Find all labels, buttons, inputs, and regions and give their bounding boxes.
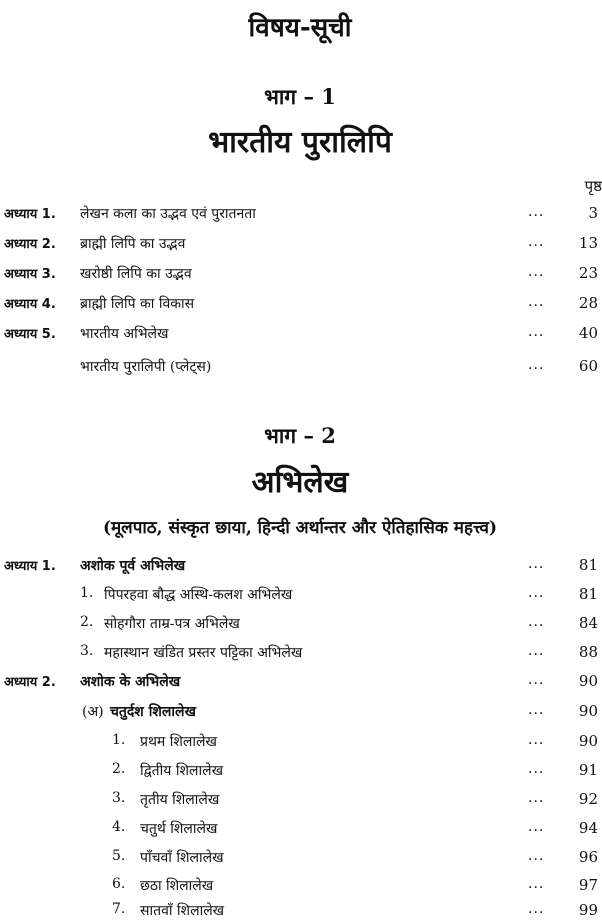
page-number: 40 [578,324,598,342]
part2-subtitle: (मूलपाठ, संस्कृत छाया, हिन्दी अर्थान्तर और ऐतिहासिक महत्त्व) [102,518,498,538]
entry-title: सातवाँ शिलालेख [140,903,225,919]
entry-title: भारतीय पुरालिपी (प्लेट्स) [80,359,212,375]
leader-dots: ... [528,643,545,659]
part2-label: भाग – 2 [264,423,336,448]
item-number: 5. [112,848,126,864]
chapter-label: अध्याय 3. [4,267,56,282]
entry-title: ब्राह्मी लिपि का उद्भव [80,236,186,252]
page-number: 92 [578,790,598,808]
toc-row [0,556,600,578]
part2-name: अभिलेख [251,465,349,500]
chapter-label: अध्याय 4. [4,297,56,312]
part1-label: भाग – 1 [264,84,336,109]
toc-row [0,357,600,379]
toc-row [0,324,600,346]
toc-row [0,790,600,812]
toc-row [0,234,600,256]
page-number: 91 [578,761,598,779]
leader-dots: ... [528,672,545,688]
entry-title: प्रथम शिलालेख [140,734,217,750]
leader-dots: ... [528,357,545,373]
chapter-label: अध्याय 2. [4,675,56,690]
leader-dots: ... [528,264,545,280]
entry-title: पिपरहवा बौद्ध अस्थि-कलश अभिलेख [104,587,293,603]
leader-dots: ... [528,324,545,340]
toc-title: विषय-सूची [248,13,352,43]
page-number: 97 [578,876,598,894]
chapter-label: अध्याय 5. [4,327,56,342]
item-number: 3. [112,790,126,806]
page-number: 13 [578,234,598,252]
chapter-label: अध्याय 1. [4,207,56,222]
page-number: 90 [578,702,598,720]
item-number: 1. [80,585,94,601]
page-number: 90 [578,672,598,690]
item-number: 6. [112,876,126,892]
page-number: 23 [578,264,598,282]
entry-title: सोहगौरा ताम्र-पत्र अभिलेख [104,616,240,632]
entry-title: खरोष्ठी लिपि का उद्भव [80,266,192,282]
entry-title: पाँचवाँ शिलालेख [140,850,224,866]
item-number: 7. [112,901,126,917]
page-number: 96 [578,848,598,866]
chapter-label: अध्याय 1. [4,559,56,574]
leader-dots: ... [528,790,545,806]
toc-row [0,702,600,724]
page-number: 3 [588,204,598,222]
leader-dots: ... [528,585,545,601]
toc-row [0,643,600,665]
entry-title: तृतीय शिलालेख [140,792,220,808]
page-number: 28 [578,294,598,312]
item-number: 1. [112,732,126,748]
page-number: 99 [578,901,598,919]
leader-dots: ... [528,732,545,748]
leader-dots: ... [528,204,545,220]
toc-row [0,761,600,783]
entry-title: लेखन कला का उद्भव एवं पुरातनता [80,206,256,222]
toc-row [0,585,600,607]
entry-title: चतुर्थ शिलालेख [140,821,218,837]
page-number: 88 [578,643,598,661]
toc-row [0,819,600,841]
page-number: 90 [578,732,598,750]
toc-row [0,732,600,754]
leader-dots: ... [528,848,545,864]
entry-title: चतुर्दश शिलालेख [110,704,196,720]
item-number: (अ) [82,704,104,720]
page-number: 94 [578,819,598,837]
item-number: 2. [112,761,126,777]
toc-row [0,848,600,870]
toc-row [0,672,600,694]
toc-row [0,264,600,286]
toc-row [0,876,600,898]
leader-dots: ... [528,556,545,572]
chapter-label: अध्याय 2. [4,237,56,252]
toc-row [0,204,600,226]
page-number: 81 [578,556,598,574]
leader-dots: ... [528,819,545,835]
leader-dots: ... [528,294,545,310]
leader-dots: ... [528,614,545,630]
toc-row [0,614,600,636]
entry-title: द्वितीय शिलालेख [140,763,224,779]
item-number: 3. [80,643,94,659]
leader-dots: ... [528,876,545,892]
toc-row [0,901,600,923]
page-number: 84 [578,614,598,632]
entry-title: महास्थान खंडित प्रस्तर पट्टिका अभिलेख [104,645,303,661]
page-column-label: पृष्ठ [584,177,602,195]
leader-dots: ... [528,702,545,718]
part1-name: भारतीय पुरालिपि [208,125,392,160]
toc-row [0,294,600,316]
entry-title: ब्राह्मी लिपि का विकास [80,296,195,312]
page-number: 60 [578,357,598,375]
entry-title: अशोक के अभिलेख [80,674,181,690]
leader-dots: ... [528,761,545,777]
item-number: 4. [112,819,126,835]
entry-title: भारतीय अभिलेख [80,326,169,342]
leader-dots: ... [528,234,545,250]
item-number: 2. [80,614,94,630]
entry-title: अशोक पूर्व अभिलेख [80,558,186,574]
entry-title: छठा शिलालेख [140,878,214,894]
page-number: 81 [578,585,598,603]
leader-dots: ... [528,901,545,917]
